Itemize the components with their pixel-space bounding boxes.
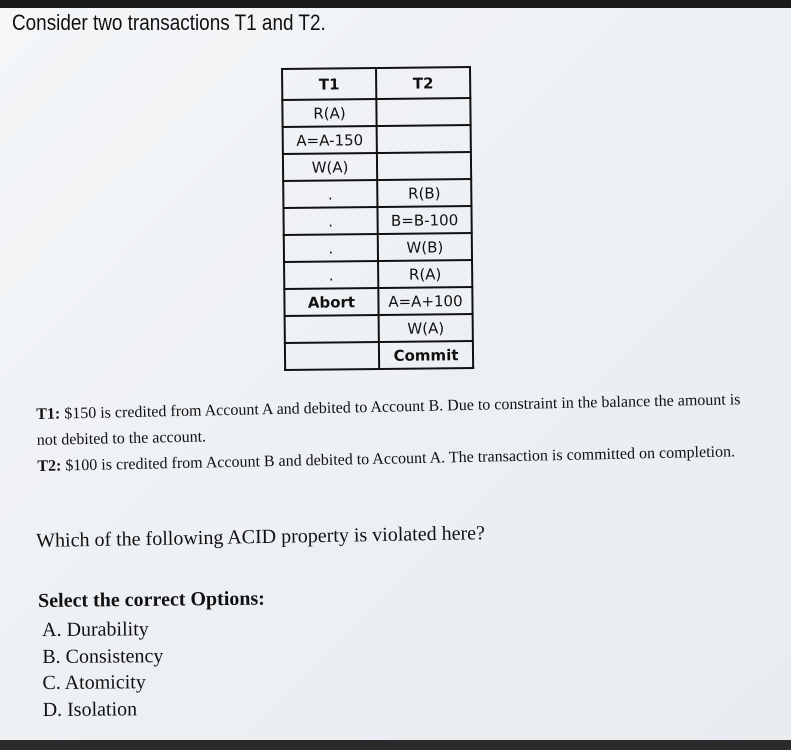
- table-row: [285, 314, 473, 343]
- table-row: [284, 233, 472, 262]
- cell-t1: .: [283, 207, 377, 235]
- cell-t2: R(B): [377, 179, 471, 207]
- cell-t2: R(A): [378, 260, 472, 288]
- table-row: [283, 179, 471, 208]
- option-b[interactable]: B. Consistency: [42, 644, 164, 668]
- question-text: Which of the following ACID property is violated here?: [36, 522, 486, 552]
- cell-t2: W(A): [379, 314, 473, 342]
- table-header-row: [282, 67, 470, 100]
- cell-t1: [285, 315, 379, 343]
- cell-t2: [376, 98, 470, 126]
- table-row: [283, 125, 471, 154]
- t1-text: $150 is credited from Account A and debited to Account B. Due to constraint in the balance the amount is not debited to the account.: [36, 391, 741, 449]
- cell-t2: Commit: [379, 341, 473, 369]
- cell-t2: [377, 125, 471, 153]
- cell-t1: [285, 342, 379, 370]
- t1-label: T1:: [36, 405, 61, 423]
- cell-t1: .: [283, 180, 377, 208]
- table-row: [284, 260, 472, 289]
- cell-t1: W(A): [283, 153, 377, 181]
- table-row: [285, 341, 473, 370]
- options-list: [42, 616, 164, 723]
- bottom-edge: [0, 740, 791, 750]
- cell-t2: B=B-100: [377, 206, 471, 234]
- top-edge: [0, 0, 791, 8]
- cell-t2: A=A+100: [378, 287, 472, 315]
- transaction-schedule-table: [281, 66, 474, 371]
- cell-t1: Abort: [284, 288, 378, 316]
- cell-t2: W(B): [378, 233, 472, 261]
- select-options-label: Select the correct Options:: [38, 587, 265, 612]
- option-d[interactable]: D. Isolation: [42, 697, 138, 721]
- table-row: [283, 206, 471, 235]
- t2-label: T2:: [37, 457, 62, 475]
- question-heading: Consider two transactions T1 and T2.: [12, 10, 326, 35]
- table-row: [284, 287, 472, 316]
- t2-text: $100 is credited from Account B and debited to Account A. The transaction is committed on completion.: [61, 443, 736, 475]
- cell-t2: [377, 152, 471, 180]
- header-t1: T1: [282, 68, 376, 100]
- header-t2: T2: [376, 67, 470, 99]
- cell-t1: R(A): [282, 99, 376, 127]
- cell-t1: .: [284, 261, 378, 289]
- cell-t1: .: [284, 234, 378, 262]
- option-c[interactable]: C. Atomicity: [42, 671, 146, 694]
- transaction-description: [36, 387, 747, 480]
- table-row: [282, 98, 470, 127]
- option-a[interactable]: A. Durability: [42, 618, 149, 641]
- cell-t1: A=A-150: [283, 126, 377, 154]
- table-row: [283, 152, 471, 181]
